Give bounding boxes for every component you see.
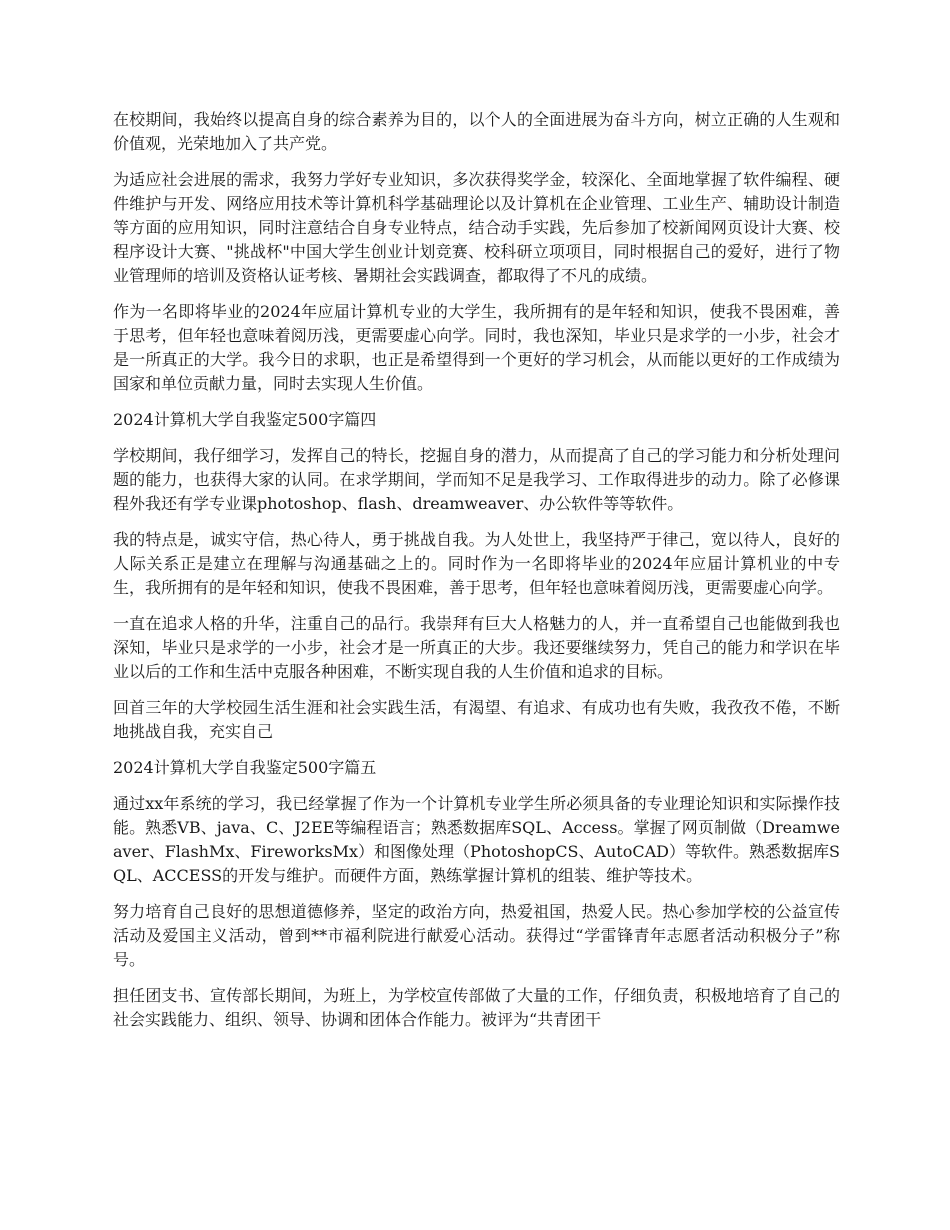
paragraph-pursuit-of-character: 一直在追求人格的升华，注重自己的品行。我崇拜有巨大人格魅力的人，并一直希望自己也能做到我也深知，毕业只是求学的一小步，社会才是一所真正的大步。我还要继续努力，凭自己的能力和学识在毕业以后的工作和生活中克服各种困难，不断实现自我的人生价值和追求的目标。 xyxy=(113,614,840,681)
paragraph-study-period: 学校期间，我仔细学习，发挥自己的特长，挖掘自身的潜力，从而提高了自己的学习能力和分析处理问题的能力，也获得大家的认同。在求学期间，学而知不足是我学习、工作取得进步的动力。除了必修课程外我还有学专业课photoshop、flash、dreamweaver、办公软件等等软件。 xyxy=(113,446,840,513)
paragraph-graduate-outlook: 作为一名即将毕业的2024年应届计算机专业的大学生，我所拥有的是年轻和知识，使我不畏困难，善于思考，但年轻也意味着阅历浅，更需要虚心向学。同时，我也深知，毕业只是求学的一小步，社会才是一所真正的大学。我今日的求职，也正是希望得到一个更好的学习机会，从而能以更好的工作成绩为国家和单位贡献力量，同时去实现人生价值。 xyxy=(113,302,840,393)
document-body xyxy=(113,108,840,1044)
paragraph-technical-skills: 通过xx年系统的学习，我已经掌握了作为一个计算机专业学生所必须具备的专业理论知识和实际操作技能。熟悉VB、java、C、J2EE等编程语言；熟悉数据库SQL、Access。掌握了网页制做（Dreamweaver、FlashMx、FireworksMx）和图像处理（PhotoshopCS、AutoCAD）等软件。熟悉数据库SQL、ACCESS的开发与维护。而硬件方面，熟练掌握计算机的组装、维护等技术。 xyxy=(113,794,840,885)
paragraph-professional-knowledge: 为适应社会进展的需求，我努力学好专业知识，多次获得奖学金，较深化、全面地掌握了软件编程、硬件维护与开发、网络应用技术等计算机科学基础理论以及计算机在企业管理、工业生产、辅助设计制造等方面的应用知识，同时注意结合自身专业特点，结合动手实践，先后参加了校新闻网页设计大赛、校程序设计大赛、"挑战杯"中国大学生创业计划竞赛、校科研立项项目，同时根据自己的爱好，进行了物业管理师的培训及资格认证考核、暑期社会实践调查，都取得了不凡的成绩。 xyxy=(113,170,840,285)
paragraph-party-membership: 在校期间，我始终以提高自身的综合素养为目的，以个人的全面进展为奋斗方向，树立正确的人生观和价值观，光荣地加入了共产党。 xyxy=(113,110,840,153)
paragraph-moral-cultivation: 努力培育自己良好的思想道德修养，坚定的政治方向，热爱祖国，热爱人民。热心参加学校的公益宣传活动及爱国主义活动，曾到**市福利院进行献爱心活动。获得过“学雷锋青年志愿者活动积极分子”称号。 xyxy=(113,902,840,969)
paragraph-league-secretary: 担任团支书、宣传部长期间，为班上，为学校宣传部做了大量的工作，仔细负责，积极地培育了自己的社会实践能力、组织、领导、协调和团体合作能力。被评为“共青团干 xyxy=(113,986,840,1029)
paragraph-looking-back: 回首三年的大学校园生活生涯和社会实践生活，有渴望、有追求、有成功也有失败，我孜孜不倦，不断地挑战自我，充实自己 xyxy=(113,698,840,741)
section-heading-part-five: 2024计算机大学自我鉴定500字篇五 xyxy=(113,758,377,777)
paragraph-personal-traits: 我的特点是，诚实守信，热心待人，勇于挑战自我。为人处世上，我坚持严于律己，宽以待人，良好的人际关系正是建立在理解与沟通基础之上的。同时作为一名即将毕业的2024年应届计算机业的中专生，我所拥有的是年轻和知识，使我不畏困难，善于思考，但年轻也意味着阅历浅，更需要虚心向学。 xyxy=(113,530,840,597)
section-heading-part-four: 2024计算机大学自我鉴定500字篇四 xyxy=(113,410,377,429)
